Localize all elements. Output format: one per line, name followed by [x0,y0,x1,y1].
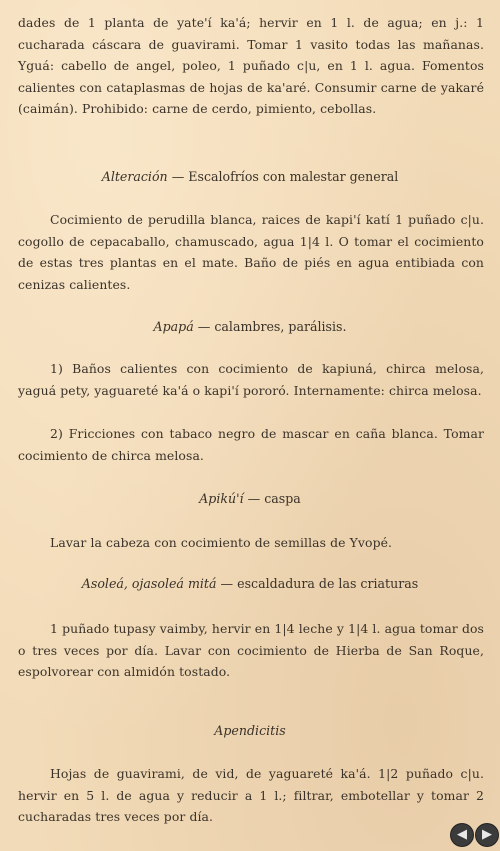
previous-page-button[interactable] [451,824,473,846]
entry-paragraph: Lavar la cabeza con cocimiento de semillas de Yvopé. [50,535,393,550]
entry-paragraph: 1) Baños calientes con cocimiento de kapiuná, chirca melosa, yaguá pety, yaguareté ka'á o kapi'í pororó. Internamente: chirca melosa. [18,361,484,398]
entry-term: Asoleá, ojasoleá mitá [81,576,217,591]
intro-paragraph: dades de 1 planta de yate'í ka'á; hervir en 1 l. de agua; en j.: 1 cucharada cáscara de guavirami. Tomar 1 vasito todas las mañanas. Yguá: cabello de angel, poleo, 1 puñado c|u, en 1 l. agua. Fomentos calientes con cataplasmas de hojas de ka'aré. Consumir carne de yakaré (caimán). Prohibido: carne de cerdo, pimiento, cebollas. [18,15,484,117]
entry-heading-apikui [0,489,500,509]
entry-term: Apapá [153,319,194,334]
entry-heading-alteracion [0,167,500,187]
entry-paragraph: Hojas de guavirami, de vid, de yaguareté ka'á. 1|2 puñado c|u. hervir en 5 l. de agua y reducir a 1 l.; filtrar, embotellar y tomar 2 cucharadas tres veces por día. [18,766,484,825]
entry-dash: — [197,319,211,334]
entry-heading-asolea [0,574,500,594]
entry-heading-apapa [0,317,500,337]
entry-dash: — [171,169,185,184]
next-page-button[interactable] [476,824,498,846]
entry-meaning: caspa [264,491,301,506]
entry-term: Apikú'í [199,491,244,506]
entry-paragraph: 2) Fricciones con tabaco negro de mascar en caña blanca. Tomar cocimiento de chirca melosa. [18,426,484,463]
entry-dash: — [247,491,261,506]
entry-heading-apendicitis [0,721,500,741]
entry-term: Apendicitis [214,723,286,738]
entry-meaning: escaldadura de las criaturas [237,576,419,591]
entry-paragraph: Cocimiento de perudilla blanca, raices de kapi'í katí 1 puñado c|u. cogollo de cepacaballo, chamuscado, agua 1|4 l. O tomar el cocimiento de estas tres plantas en el mate. Baño de piés en agua entibiada con cenizas calientes. [18,212,484,292]
entry-dash: — [220,576,234,591]
arrow-left-icon: ◀ [457,827,467,842]
entry-paragraph: 1 puñado tupasy vaimby, hervir en 1|4 leche y 1|4 l. agua tomar dos o tres veces por día. Lavar con cocimiento de Hierba de San Roque, espolvorear con almidón tostado. [18,621,484,680]
entry-meaning: calambres, parálisis. [214,319,347,334]
entry-term: Alteración [101,169,168,184]
arrow-right-icon: ▶ [482,827,492,842]
entry-meaning: Escalofríos con malestar general [188,169,399,184]
